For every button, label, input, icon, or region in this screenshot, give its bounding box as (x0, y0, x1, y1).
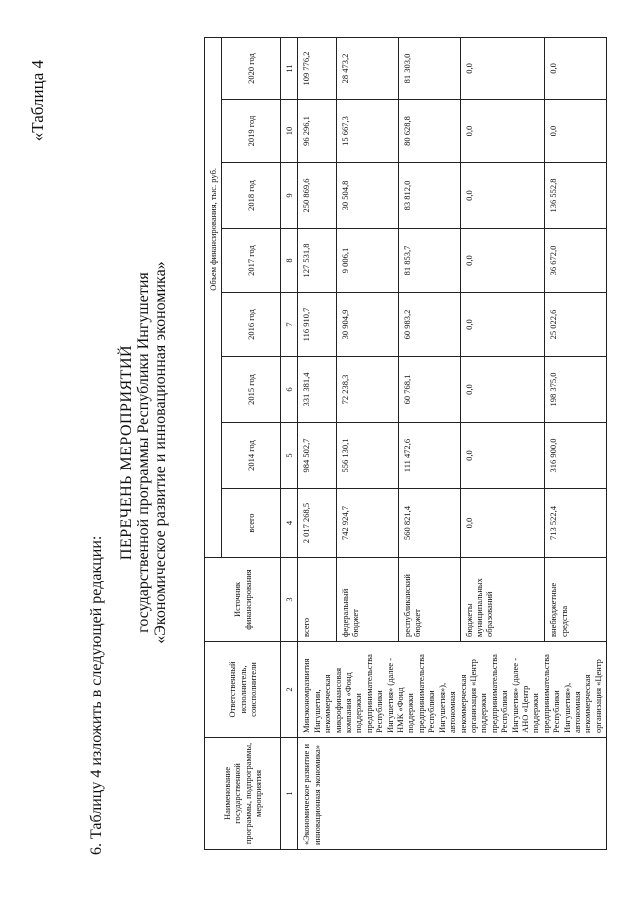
value-cell: 0,0 (460, 423, 545, 489)
value-cell: 0,0 (460, 293, 545, 357)
column-number: 2 (281, 642, 298, 738)
header-volume: Объем финансирования, тыс. руб. (205, 37, 222, 557)
value-cell: 198 375,0 (545, 357, 607, 423)
table-label: «Таблица 4 (28, 60, 47, 142)
program-name-cell: «Экономическое развитие и инновационная экономика» (298, 738, 607, 850)
source-cell: бюджеты муниципальных образований (460, 558, 545, 642)
value-cell: 127 531,8 (298, 229, 337, 293)
source-cell: республиканский бюджет (398, 558, 460, 642)
value-cell: 316 900,0 (545, 423, 607, 489)
value-cell: 28 473,2 (337, 37, 399, 99)
header-name: Наименование государственной программы, подпрограммы, мероприятия (205, 738, 281, 850)
value-cell: 0,0 (460, 229, 545, 293)
table-row (298, 37, 337, 849)
source-cell: федеральный бюджет (337, 558, 399, 642)
header-year: 2019 год (222, 100, 281, 163)
value-cell: 742 924,7 (337, 489, 399, 558)
value-cell: 0,0 (460, 489, 545, 558)
header-year: 2020 год (222, 37, 281, 99)
header-executor: Ответственный исполнитель, соисполнители (205, 642, 281, 738)
source-cell: всего (298, 558, 337, 642)
value-cell: 2 017 268,5 (298, 489, 337, 558)
column-number: 10 (281, 100, 298, 163)
header-year: 2018 год (222, 163, 281, 229)
value-cell: 80 628,8 (398, 100, 460, 163)
header-year: 2015 год (222, 357, 281, 423)
column-number: 4 (281, 489, 298, 558)
column-number: 6 (281, 357, 298, 423)
value-cell: 0,0 (460, 37, 545, 99)
column-number: 9 (281, 163, 298, 229)
column-number: 3 (281, 558, 298, 642)
header-year: 2014 год (222, 423, 281, 489)
page-subtitle: «Экономическое развитие и инновационная экономика» (152, 261, 169, 644)
value-cell: 30 504,8 (337, 163, 399, 229)
header-source: Источник финансирования (205, 558, 281, 642)
header-year: 2016 год (222, 293, 281, 357)
value-cell: 556 130,1 (337, 423, 399, 489)
title-block (118, 0, 169, 905)
value-cell: 72 238,3 (337, 357, 399, 423)
value-cell: 83 812,0 (398, 163, 460, 229)
intro-text: 6. Таблицу 4 изложить в следующей редакции: (88, 535, 105, 855)
value-cell: 96 296,1 (298, 100, 337, 163)
value-cell: 111 472,6 (398, 423, 460, 489)
page-title: ПЕРЕЧЕНЬ МЕРОПРИЯТИЙ (118, 344, 135, 561)
value-cell: 81 303,0 (398, 37, 460, 99)
value-cell: 560 821,4 (398, 489, 460, 558)
value-cell: 0,0 (460, 100, 545, 163)
value-cell: 250 869,6 (298, 163, 337, 229)
page-subtitle: государственной программы Республики Ингушетия (135, 272, 152, 633)
value-cell: 25 022,6 (545, 293, 607, 357)
column-number: 11 (281, 37, 298, 99)
value-cell: 36 672,0 (545, 229, 607, 293)
value-cell: 0,0 (545, 37, 607, 99)
measures-table (204, 37, 607, 850)
source-cell: внебюджетные средства (545, 558, 607, 642)
value-cell: 116 910,7 (298, 293, 337, 357)
value-cell: 136 552,8 (545, 163, 607, 229)
value-cell: 331 381,4 (298, 357, 337, 423)
value-cell: 984 502,7 (298, 423, 337, 489)
executor-cell: Минэкономразвития Ингушетии, некоммерческая микрофинансовая компания «Фонд поддержки предпринимательства Республики Ингушетия» (далее - НМК «Фонд поддержки предпринимательства Республики Ингушетия»), автономная некоммерческая организация «Центр поддержки предпринимательства Республики Ингушетия» (далее - АНО «Центр поддержки предпринимательства Республики Ингушетия»), автономная некоммерческая организация «Центр (298, 642, 607, 738)
column-number: 8 (281, 229, 298, 293)
value-cell: 9 006,1 (337, 229, 399, 293)
value-cell: 0,0 (460, 357, 545, 423)
header-year: 2017 год (222, 229, 281, 293)
value-cell: 60 768,1 (398, 357, 460, 423)
column-number: 5 (281, 423, 298, 489)
value-cell: 0,0 (460, 163, 545, 229)
value-cell: 81 853,7 (398, 229, 460, 293)
header-total: всего (222, 489, 281, 558)
value-cell: 0,0 (545, 100, 607, 163)
value-cell: 713 522,4 (545, 489, 607, 558)
value-cell: 30 904,9 (337, 293, 399, 357)
value-cell: 60 983,2 (398, 293, 460, 357)
column-number: 7 (281, 293, 298, 357)
value-cell: 15 667,3 (337, 100, 399, 163)
value-cell: 109 776,2 (298, 37, 337, 99)
column-number: 1 (281, 738, 298, 850)
